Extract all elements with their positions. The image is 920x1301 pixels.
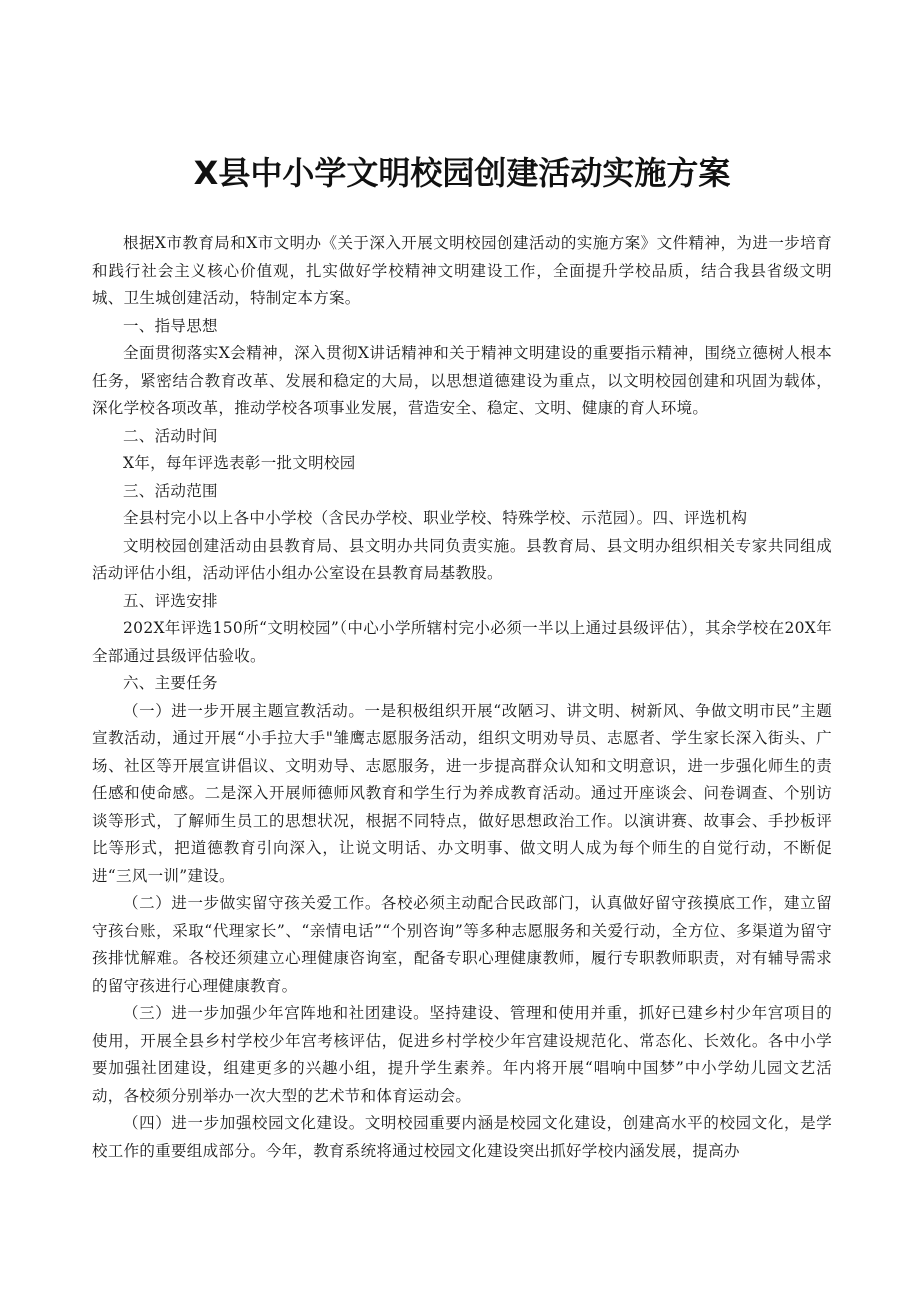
paragraph-evaluation-body: 文明校园创建活动由县教育局、县文明办共同负责实施。县教育局、县文明办组织相关专家共同组成活动评估小组，活动评估小组办公室设在县教育局基教股。	[92, 536, 832, 582]
paragraph-evaluation-plan: 202X年评选150所“文明校园”（中心小学所辖村完小必须一半以上通过县级评估），其余学校在20X年全部通过县级评估验收。	[92, 619, 832, 665]
document-title: X县中小学文明校园创建活动实施方案	[193, 154, 731, 192]
paragraph-task-4: （四）进一步加强校园文化建设。文明校园重要内涵是校园文化建设，创建高水平的校园文化，是学校工作的重要组成部分。今年，教育系统将通过校园文化建设突出抓好学校内涵发展，提高办	[92, 1114, 832, 1160]
paragraph-activity-time: X年，每年评选表彰一批文明校园	[123, 454, 356, 472]
section-heading-activity-scope: 三、活动范围	[123, 481, 218, 500]
intro-paragraph: 根据X市教育局和X市文明办《关于深入开展文明校园创建活动的实施方案》文件精神，为进一步培育和践行社会主义核心价值观，扎实做好学校精神文明建设工作，全面提升学校品质，结合我县省级文明城、卫生城创建活动，特制定本方案。	[92, 234, 832, 307]
section-heading-main-tasks: 六、主要任务	[123, 674, 218, 692]
section-heading-guiding-ideology: 一、指导思想	[123, 316, 218, 335]
section-heading-evaluation-plan: 五、评选安排	[123, 591, 218, 610]
section-heading-activity-time: 二、活动时间	[123, 426, 218, 445]
paragraph-task-3: （三）进一步加强少年宫阵地和社团建设。坚持建设、管理和使用并重，抓好已建乡村少年宫项目的使用，开展全县乡村学校少年宫考核评估，促进乡村学校少年宫建设规范化、常态化、长效化。各中小学要加强社团建设，组建更多的兴趣小组，提升学生素养。年内将开展“唱响中国梦”中小学幼儿园文艺活动，各校须分别举办一次大型的艺术节和体育运动会。	[92, 1004, 832, 1105]
paragraph-task-1: （一）进一步开展主题宣教活动。一是积极组织开展“改陋习、讲文明、树新风、争做文明市民”主题宣教活动，通过开展“小手拉大手"雏鹰志愿服务活动，组织文明劝导员、志愿者、学生家长深入街头、广场、社区等开展宣讲倡议、文明劝导、志愿服务，进一步提高群众认知和文明意识，进一步强化师生的责任感和使命感。二是深入开展师德师风教育和学生行为养成教育活动。通过开座谈会、问卷调查、个别访谈等形式，了解师生员工的思想状况，根据不同特点，做好思想政治工作。以演讲赛、故事会、手抄板评比等形式，把道德教育引向深入，让说文明话、办文明事、做文明人成为每个师生的自觉行动，不断促进“三风一训”建设。	[92, 701, 832, 885]
paragraph-task-2: （二）进一步做实留守孩关爱工作。各校必须主动配合民政部门，认真做好留守孩摸底工作，建立留守孩台账，采取“代理家长”、“亲情电话”“个别咨询”等多种志愿服务和关爱行动，全方位、多渠道为留守孩排忧解难。各校还须建立心理健康咨询室，配备专职心理健康教师，履行专职教师职责，对有辅导需求的留守孩进行心理健康教育。	[92, 894, 832, 995]
paragraph-activity-scope: 全县村完小以上各中小学校（含民办学校、职业学校、特殊学校、示范园）。四、评选机构	[123, 509, 748, 527]
document-body	[92, 230, 832, 1165]
paragraph-guiding-ideology: 全面贯彻落实X会精神，深入贯彻X讲话精神和关于精神文明建设的重要指示精神，围绕立德树人根本任务，紧密结合教育改革、发展和稳定的大局，以思想道德建设为重点，以文明校园创建和巩固为载体，深化学校各项改革，推动学校各项事业发展，营造安全、稳定、文明、健康的育人环境。	[92, 344, 832, 417]
